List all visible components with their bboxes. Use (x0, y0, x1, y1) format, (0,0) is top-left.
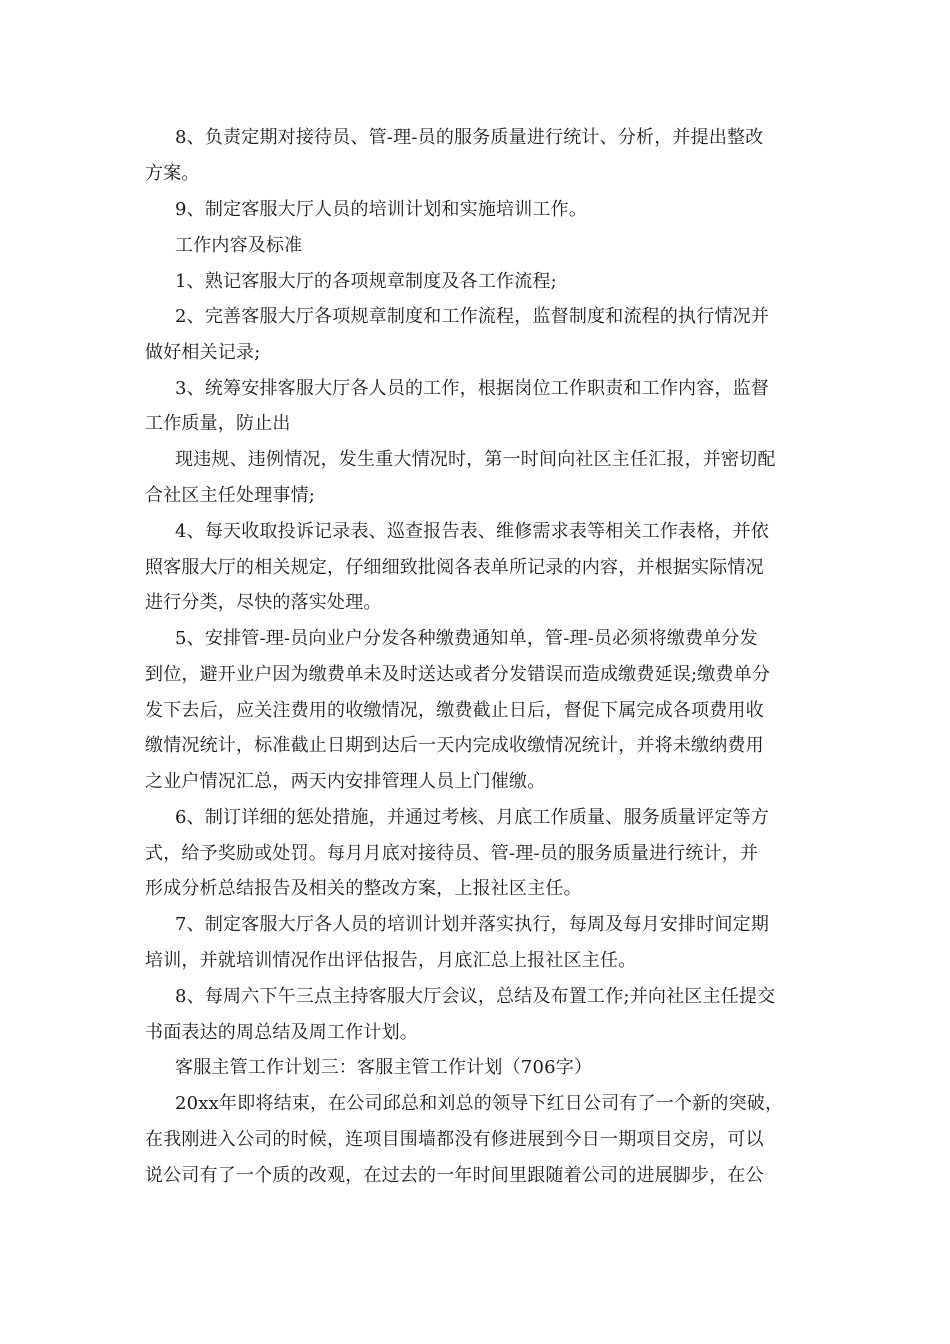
text-line: 8、负责定期对接待员、管-理-员的服务质量进行统计、分析，并提出整改 (175, 127, 764, 148)
text-line: 合社区主任处理事情; (145, 485, 316, 506)
text-line: 到位，避开业户因为缴费单未及时送达或者分发错误而造成缴费延误;缴费单分 (145, 664, 771, 685)
section-heading: 客服主管工作计划三：客服主管工作计划（706字） (175, 1057, 593, 1078)
text-line: 5、安排管-理-员向业户分发各种缴费通知单，管-理-员必须将缴费单分发 (175, 628, 758, 649)
text-line: 8、每周六下午三点主持客服大厅会议，总结及布置工作;并向社区主任提交 (175, 986, 776, 1007)
text-line: 6、制订详细的惩处措施，并通过考核、月底工作质量、服务质量评定等方 (175, 807, 770, 828)
text-line: 缴情况统计，标准截止日期到达后一天内完成收缴情况统计，并将未缴纳费用 (145, 735, 764, 756)
text-line: 说公司有了一个质的改观，在过去的一年时间里跟随着公司的进展脚步，在公 (145, 1165, 764, 1186)
text-line: 之业户情况汇总，两天内安排管理人员上门催缴。 (145, 771, 546, 792)
text-line: 照客服大厅的相关规定，仔细细致批阅各表单所记录的内容，并根据实际情况 (145, 557, 764, 578)
text-line: 发下去后，应关注费用的收缴情况，缴费截止日后，督促下属完成各项费用收 (145, 700, 764, 721)
text-line: 7、制定客服大厅各人员的培训计划并落实执行，每周及每月安排时间定期 (175, 914, 770, 935)
text-line: 做好相关记录; (145, 342, 261, 363)
text-line: 3、统筹安排客服大厅各人员的工作，根据岗位工作职责和工作内容，监督 (175, 378, 770, 399)
text-line: 20xx年即将结束，在公司邱总和刘总的领导下红日公司有了一个新的突破， (175, 1093, 784, 1114)
text-line: 方案。 (145, 163, 200, 184)
text-line: 式，给予奖励或处罚。每月月底对接待员、管-理-员的服务质量进行统计，并 (145, 843, 759, 864)
text-line: 在我刚进入公司的时候，连项目围墙都没有修进展到今日一期项目交房，可以 (145, 1129, 764, 1150)
text-line: 形成分析总结报告及相关的整改方案，上报社区主任。 (145, 878, 582, 899)
text-line: 4、每天收取投诉记录表、巡查报告表、维修需求表等相关工作表格，并依 (175, 521, 770, 542)
text-line: 1、熟记客服大厅的各项规章制度及各工作流程; (175, 271, 557, 292)
section-heading: 工作内容及标准 (175, 235, 303, 256)
text-line: 书面表达的周总结及周工作计划。 (145, 1022, 418, 1043)
text-line: 2、完善客服大厅各项规章制度和工作流程，监督制度和流程的执行情况并 (175, 306, 770, 327)
text-line: 培训，并就培训情况作出评估报告，月底汇总上报社区主任。 (145, 950, 637, 971)
text-line: 工作质量，防止出 (145, 413, 291, 434)
text-line: 进行分类，尽快的落实处理。 (145, 592, 382, 613)
text-line: 现违规、违例情况，发生重大情况时，第一时间向社区主任汇报，并密切配 (175, 449, 776, 470)
text-line: 9、制定客服大厅人员的培训计划和实施培训工作。 (175, 199, 588, 220)
